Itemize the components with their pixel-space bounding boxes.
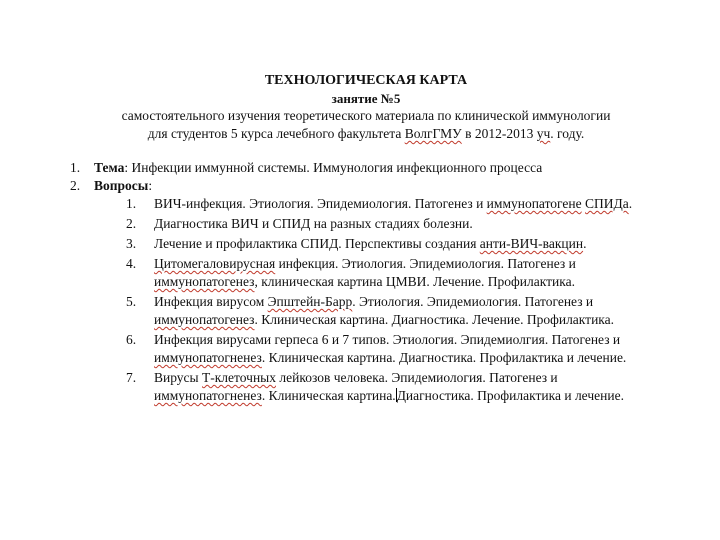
question-text: Инфекция вирусом — [154, 294, 268, 309]
question-text: лейкозов человека. Эпидемиология. Патогенез и — [276, 370, 558, 385]
question-text: . Клиническая картина. Диагностика. Профилактика и лечение. — [261, 350, 627, 365]
misspelled-word: ВолгГМУ — [404, 126, 462, 141]
description-text: . году. — [550, 126, 585, 141]
misspelled-word: Т-клеточных — [202, 370, 276, 385]
list-number: 2. — [70, 178, 81, 193]
question-text: . Клиническая картина. — [261, 388, 396, 403]
question-item — [126, 195, 664, 213]
misspelled-word: Цитомегаловирусная — [154, 256, 276, 271]
question-item — [126, 215, 664, 233]
misspelled-word: иммунопатогненез — [154, 350, 262, 365]
outline-item-questions — [68, 177, 664, 405]
list-number: 1. — [126, 196, 137, 211]
question-text: . — [628, 196, 633, 211]
list-number: 3. — [126, 236, 137, 251]
description-line-1: самостоятельного изучения теоретического материала по клинической иммунологии — [121, 108, 611, 123]
list-number: 7. — [126, 370, 137, 385]
question-text: Вирусы — [154, 370, 202, 385]
document-title: ТЕХНОЛОГИЧЕСКАЯ КАРТА — [264, 73, 468, 88]
list-number: 1. — [70, 160, 81, 175]
question-text: Патогенез и — [524, 294, 594, 309]
question-text: инфекция. Этиология. Эпидемиология. Патогенез и — [275, 256, 576, 271]
list-number: 2. — [126, 216, 137, 231]
question-text: Диагностика. Профилактика и лечение. — [396, 388, 624, 403]
lesson-number: занятие №5 — [331, 91, 401, 106]
misspelled-word: иммунопатогене — [486, 196, 582, 211]
misspelled-word: Эпштейн-Барр — [267, 294, 353, 309]
list-number: 4. — [126, 256, 137, 271]
question-text: , клиническая картина ЦМВИ. Лечение. Профилактика. — [254, 274, 575, 289]
description-text: для студентов 5 курса лечебного факультета — [147, 126, 405, 141]
question-item — [126, 235, 664, 253]
item-text: : — [148, 178, 153, 193]
list-number: 6. — [126, 332, 137, 347]
item-label: Вопросы — [94, 178, 149, 193]
question-text: Инфекция вирусами герпеса 6 и 7 типов. Этиология. Эпидемиолгия. Патогенез и — [154, 332, 621, 347]
question-item — [126, 369, 664, 405]
description-text: в 2012-2013 — [461, 126, 537, 141]
question-text: . Этиология. Эпидемиология. — [352, 294, 525, 309]
misspelled-word: СПИДа — [585, 196, 629, 211]
outline-item-topic — [68, 159, 664, 177]
misspelled-word: иммунопатогенез — [154, 274, 255, 289]
question-text: Лечение и профилактика СПИД. Перспективы создания — [154, 236, 480, 251]
question-item — [126, 293, 664, 329]
question-text: . Клиническая картина. Диагностика. Лечение. Профилактика. — [254, 312, 615, 327]
misspelled-word: уч — [536, 126, 551, 141]
item-text: : Инфекции иммунной системы. Иммунология инфекционного процесса — [124, 160, 543, 175]
question-text: . — [583, 236, 587, 251]
question-item — [126, 255, 664, 291]
misspelled-word: анти-ВИЧ-вакцин — [479, 236, 584, 251]
item-label: Тема — [94, 160, 125, 175]
question-text: Диагностика ВИЧ и СПИД на разных стадиях болезни. — [154, 216, 473, 231]
questions-list — [94, 195, 664, 405]
list-number: 5. — [126, 294, 137, 309]
outline-list — [68, 159, 664, 405]
question-text: ВИЧ-инфекция. Этиология. Эпидемиология. Патогенез и — [154, 196, 487, 211]
question-item — [126, 331, 664, 367]
description-line-2 — [68, 125, 664, 143]
misspelled-word: иммунопатогенез — [154, 312, 255, 327]
document-page — [68, 72, 664, 407]
misspelled-word: иммунопатогненез — [154, 388, 262, 403]
